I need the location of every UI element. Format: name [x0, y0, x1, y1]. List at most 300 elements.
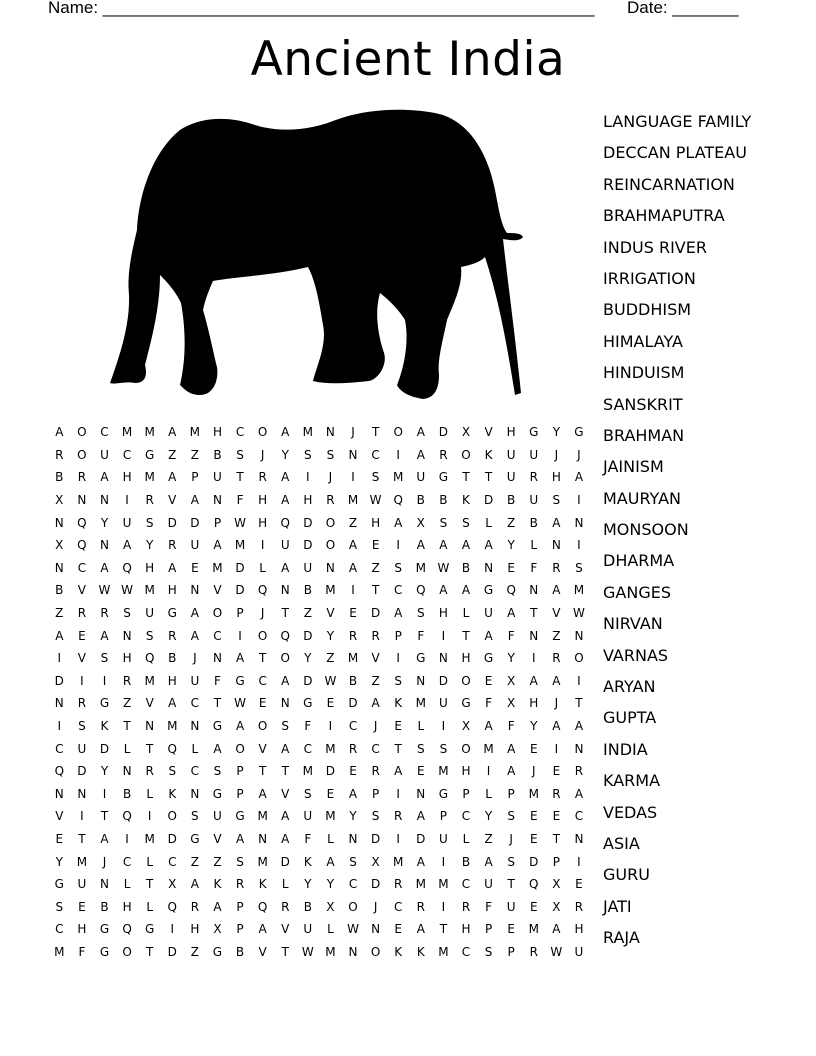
grid-cell: N: [529, 583, 539, 598]
grid-row: [48, 444, 590, 467]
grid-cell: S: [394, 560, 403, 575]
grid-row: [48, 466, 590, 489]
grid-cell: G: [145, 922, 155, 937]
grid-cell: M: [325, 809, 336, 824]
grid-cell: E: [529, 831, 538, 846]
grid-cell: O: [122, 944, 132, 959]
grid-cell: S: [552, 493, 561, 508]
grid-cell: T: [100, 809, 109, 824]
grid-cell: H: [167, 673, 177, 688]
grid-row: [48, 692, 590, 715]
grid-cell: U: [303, 809, 313, 824]
grid-cell: D: [438, 673, 449, 688]
grid-cell: M: [167, 719, 178, 734]
grid-cell: K: [100, 719, 109, 734]
grid-cell: G: [145, 447, 155, 462]
grid-cell: A: [348, 538, 358, 553]
grid-cell: E: [507, 560, 515, 575]
grid-cell: Q: [77, 538, 87, 553]
grid-cell: A: [100, 831, 109, 846]
grid-cell: B: [507, 493, 516, 508]
grid-cell: R: [77, 696, 87, 711]
grid-cell: O: [461, 447, 471, 462]
grid-cell: X: [371, 854, 380, 869]
grid-cell: X: [507, 696, 516, 711]
grid-cell: U: [122, 515, 132, 530]
grid-cell: I: [441, 719, 446, 734]
grid-cell: A: [416, 425, 425, 440]
grid-cell: D: [77, 764, 87, 779]
grid-cell: B: [416, 493, 425, 508]
grid-cell: A: [281, 560, 290, 575]
grid-cell: O: [574, 651, 584, 666]
grid-cell: L: [123, 877, 131, 892]
grid-cell: E: [552, 809, 561, 824]
grid-row: [48, 828, 590, 851]
grid-cell: E: [417, 764, 425, 779]
grid-cell: S: [281, 719, 290, 734]
grid-cell: G: [483, 583, 494, 598]
grid-cell: M: [144, 583, 155, 598]
grid-cell: G: [574, 425, 584, 440]
grid-cell: D: [529, 854, 539, 869]
grid-cell: H: [190, 922, 200, 937]
grid-cell: B: [235, 944, 245, 959]
grid-cell: E: [507, 922, 515, 937]
grid-cell: N: [416, 786, 426, 801]
grid-cell: Y: [326, 628, 335, 643]
grid-cell: Z: [326, 651, 335, 666]
grid-cell: W: [121, 583, 134, 598]
grid-cell: S: [145, 628, 154, 643]
grid-cell: H: [258, 515, 268, 530]
grid-cell: N: [280, 583, 290, 598]
grid-cell: N: [122, 628, 132, 643]
grid-cell: G: [54, 877, 64, 892]
grid-cell: I: [306, 470, 310, 485]
grid-cell: U: [77, 877, 87, 892]
grid-cell: M: [54, 944, 65, 959]
grid-cell: A: [416, 854, 425, 869]
grid-cell: R: [574, 899, 584, 914]
grid-row: [48, 873, 590, 896]
grid-cell: I: [351, 470, 355, 485]
grid-cell: G: [483, 651, 494, 666]
grid-cell: C: [394, 899, 403, 914]
grid-cell: V: [484, 425, 493, 440]
grid-cell: M: [212, 560, 223, 575]
grid-cell: G: [235, 809, 245, 824]
grid-cell: C: [122, 447, 132, 462]
grid-cell: A: [416, 922, 425, 937]
word-bank-item: IRRIGATION: [603, 268, 696, 288]
grid-cell: S: [394, 673, 403, 688]
grid-cell: M: [528, 786, 539, 801]
grid-cell: Y: [100, 764, 109, 779]
grid-row: [48, 850, 590, 873]
grid-cell: T: [258, 651, 267, 666]
word-bank-item: ASIA: [603, 833, 640, 853]
grid-cell: U: [303, 922, 313, 937]
grid-cell: T: [236, 470, 244, 485]
grid-cell: G: [167, 606, 177, 621]
grid-cell: E: [191, 560, 199, 575]
grid-cell: M: [189, 425, 201, 440]
grid-cell: Y: [507, 651, 515, 666]
grid-cell: N: [145, 719, 155, 734]
grid-row: [48, 579, 590, 602]
grid-cell: N: [484, 560, 494, 575]
grid-cell: Y: [552, 425, 561, 440]
grid-cell: G: [212, 944, 223, 959]
grid-cell: A: [484, 854, 493, 869]
grid-cell: I: [577, 538, 581, 553]
grid-cell: H: [574, 922, 584, 937]
grid-cell: E: [349, 606, 357, 621]
grid-cell: A: [416, 538, 425, 553]
grid-cell: N: [438, 651, 448, 666]
grid-cell: W: [98, 583, 111, 598]
grid-cell: S: [371, 809, 380, 824]
grid-cell: A: [416, 809, 425, 824]
grid-cell: A: [100, 470, 109, 485]
grid-cell: M: [415, 696, 426, 711]
grid-cell: T: [462, 470, 470, 485]
grid-cell: N: [574, 515, 584, 530]
grid-cell: N: [551, 538, 561, 553]
grid-row: [48, 602, 590, 625]
grid-cell: G: [303, 696, 313, 711]
grid-cell: M: [302, 425, 313, 440]
grid-cell: Z: [303, 606, 312, 621]
grid-cell: B: [348, 673, 358, 688]
grid-cell: V: [77, 583, 86, 598]
grid-cell: T: [146, 944, 154, 959]
grid-cell: J: [260, 447, 265, 462]
grid-cell: D: [190, 515, 200, 530]
grid-cell: M: [325, 583, 336, 598]
grid-cell: B: [122, 786, 132, 801]
grid-cell: H: [551, 470, 561, 485]
grid-cell: T: [530, 606, 538, 621]
grid-cell: R: [77, 470, 87, 485]
grid-cell: A: [281, 493, 290, 508]
grid-cell: H: [212, 425, 222, 440]
grid-cell: I: [577, 854, 581, 869]
grid-cell: P: [507, 944, 515, 959]
grid-cell: B: [439, 493, 448, 508]
grid-cell: U: [416, 470, 426, 485]
grid-row: [48, 670, 590, 693]
grid-cell: K: [416, 944, 425, 959]
grid-cell: M: [144, 831, 155, 846]
grid-cell: O: [257, 628, 268, 643]
grid-cell: C: [55, 741, 64, 756]
grid-cell: K: [484, 447, 493, 462]
grid-cell: H: [122, 899, 132, 914]
grid-cell: J: [509, 831, 513, 846]
grid-cell: P: [484, 922, 493, 937]
grid-cell: E: [394, 922, 402, 937]
grid-cell: A: [371, 696, 380, 711]
grid-row: [48, 624, 590, 647]
grid-cell: L: [530, 538, 538, 553]
grid-cell: U: [506, 470, 516, 485]
grid-cell: R: [235, 877, 245, 892]
grid-cell: M: [121, 425, 133, 440]
grid-row: [48, 737, 590, 760]
grid-cell: N: [258, 831, 268, 846]
grid-cell: O: [325, 538, 336, 553]
grid-cell: N: [348, 831, 358, 846]
grid-cell: S: [371, 470, 380, 485]
grid-cell: M: [257, 809, 268, 824]
grid-cell: I: [125, 831, 129, 846]
grid-cell: A: [213, 741, 222, 756]
grid-cell: Q: [393, 493, 403, 508]
grid-cell: X: [326, 899, 335, 914]
grid-cell: D: [370, 877, 381, 892]
grid-cell: I: [80, 673, 84, 688]
grid-cell: A: [416, 447, 425, 462]
word-bank-item: INDIA: [603, 739, 648, 759]
grid-cell: K: [394, 944, 403, 959]
grid-cell: P: [462, 786, 470, 801]
grid-cell: O: [348, 899, 358, 914]
grid-cell: D: [303, 538, 313, 553]
grid-cell: Z: [213, 854, 222, 869]
grid-cell: P: [236, 922, 244, 937]
grid-cell: L: [417, 719, 425, 734]
grid-cell: U: [506, 447, 516, 462]
word-bank-item: VARNAS: [603, 645, 669, 665]
grid-cell: G: [416, 651, 426, 666]
grid-cell: A: [168, 560, 177, 575]
grid-cell: R: [55, 447, 64, 462]
grid-cell: I: [351, 583, 355, 598]
grid-cell: V: [371, 651, 380, 666]
grid-cell: D: [325, 764, 336, 779]
grid-cell: I: [396, 447, 400, 462]
grid-cell: E: [394, 719, 402, 734]
grid-cell: B: [303, 583, 312, 598]
grid-cell: R: [439, 447, 448, 462]
grid-cell: H: [438, 606, 448, 621]
grid-cell: T: [281, 764, 289, 779]
grid-cell: R: [529, 470, 538, 485]
grid-cell: N: [54, 696, 64, 711]
grid-cell: Q: [280, 515, 290, 530]
grid-cell: F: [507, 719, 515, 734]
grid-cell: O: [370, 944, 381, 959]
grid-cell: A: [394, 515, 403, 530]
grid-cell: L: [123, 741, 131, 756]
grid-cell: R: [348, 741, 358, 756]
grid-cell: W: [437, 560, 450, 575]
grid-cell: D: [303, 515, 313, 530]
grid-cell: E: [258, 696, 267, 711]
grid-cell: U: [280, 538, 290, 553]
grid-cell: A: [55, 628, 64, 643]
grid-cell: Z: [552, 628, 561, 643]
grid-cell: L: [485, 786, 492, 801]
grid-cell: H: [122, 470, 132, 485]
grid-cell: J: [328, 470, 333, 485]
grid-cell: S: [462, 515, 470, 530]
grid-cell: C: [303, 741, 313, 756]
grid-cell: T: [258, 764, 267, 779]
grid-cell: I: [577, 673, 581, 688]
grid-cell: H: [145, 560, 155, 575]
grid-cell: A: [552, 719, 561, 734]
grid-cell: G: [99, 944, 110, 959]
grid-cell: I: [238, 628, 242, 643]
grid-cell: T: [146, 741, 154, 756]
grid-cell: H: [506, 425, 516, 440]
grid-cell: A: [281, 425, 290, 440]
grid-cell: S: [304, 447, 312, 462]
grid-cell: M: [347, 651, 359, 666]
grid-cell: Z: [190, 447, 199, 462]
word-bank-item: BRAHMAN: [603, 425, 685, 445]
word-bank-item: MAURYAN: [603, 488, 681, 508]
grid-cell: A: [55, 425, 64, 440]
grid-cell: S: [213, 764, 222, 779]
grid-cell: D: [348, 696, 358, 711]
grid-cell: A: [281, 673, 290, 688]
grid-cell: S: [416, 606, 425, 621]
grid-cell: M: [415, 560, 426, 575]
grid-cell: O: [212, 606, 223, 621]
grid-cell: B: [168, 651, 177, 666]
word-bank: [603, 110, 751, 958]
grid-cell: A: [574, 470, 584, 485]
grid-cell: C: [77, 560, 87, 575]
grid-cell: F: [507, 628, 515, 643]
grid-cell: R: [190, 899, 200, 914]
grid-cell: R: [552, 651, 561, 666]
grid-cell: M: [144, 425, 155, 440]
grid-cell: A: [281, 809, 290, 824]
grid-cell: R: [145, 493, 154, 508]
grid-cell: M: [76, 854, 88, 869]
grid-cell: O: [77, 425, 87, 440]
grid-cell: T: [462, 628, 470, 643]
grid-row: [48, 715, 590, 738]
grid-cell: I: [328, 719, 333, 734]
grid-cell: Q: [257, 899, 268, 914]
grid-cell: I: [396, 538, 400, 553]
grid-cell: L: [462, 831, 470, 846]
grid-cell: F: [236, 493, 244, 508]
grid-cell: C: [461, 809, 471, 824]
grid-cell: W: [550, 944, 563, 959]
grid-cell: L: [327, 922, 334, 937]
grid-cell: A: [190, 493, 199, 508]
grid-cell: Z: [168, 447, 177, 462]
grid-cell: A: [439, 538, 448, 553]
grid-cell: N: [99, 877, 109, 892]
grid-cell: H: [122, 651, 132, 666]
grid-cell: F: [485, 899, 493, 914]
grid-cell: N: [122, 764, 132, 779]
grid-cell: E: [529, 741, 538, 756]
word-bank-item: REINCARNATION: [603, 174, 735, 194]
word-bank-item: MONSOON: [603, 520, 689, 540]
grid-cell: S: [55, 899, 64, 914]
grid-cell: Z: [190, 944, 199, 959]
grid-cell: P: [236, 606, 244, 621]
grid-cell: W: [369, 493, 382, 508]
grid-cell: X: [55, 538, 64, 553]
grid-cell: V: [258, 741, 267, 756]
grid-cell: N: [190, 719, 200, 734]
grid-cell: U: [506, 899, 516, 914]
grid-cell: N: [212, 493, 222, 508]
grid-cell: X: [213, 922, 222, 937]
grid-cell: H: [461, 651, 471, 666]
grid-cell: S: [349, 854, 357, 869]
grid-cell: U: [303, 560, 313, 575]
grid-cell: S: [416, 741, 425, 756]
grid-cell: Q: [167, 741, 177, 756]
grid-cell: B: [55, 583, 64, 598]
grid-cell: Z: [190, 854, 199, 869]
word-bank-item: HIMALAYA: [603, 331, 683, 351]
grid-cell: D: [167, 944, 177, 959]
grid-cell: N: [325, 560, 335, 575]
grid-row: [48, 647, 590, 670]
grid-cell: F: [214, 673, 221, 688]
grid-cell: Y: [507, 538, 515, 553]
grid-cell: L: [259, 560, 266, 575]
grid-cell: Q: [122, 809, 132, 824]
grid-cell: E: [575, 877, 583, 892]
grid-row: [48, 421, 590, 444]
grid-cell: C: [574, 809, 584, 824]
grid-cell: B: [55, 470, 64, 485]
grid-cell: I: [260, 538, 265, 553]
grid-cell: U: [77, 741, 87, 756]
grid-cell: G: [190, 831, 200, 846]
grid-cell: D: [483, 493, 494, 508]
grid-cell: O: [257, 425, 268, 440]
grid-cell: A: [235, 651, 245, 666]
page-title: Ancient India: [250, 32, 566, 87]
grid-cell: M: [483, 741, 494, 756]
grid-cell: R: [122, 673, 132, 688]
date-field-label: Date: _______: [627, 0, 739, 17]
grid-cell: I: [554, 741, 559, 756]
grid-cell: R: [281, 899, 290, 914]
grid-cell: G: [438, 786, 449, 801]
grid-cell: T: [552, 831, 561, 846]
grid-cell: K: [462, 493, 470, 508]
grid-cell: U: [529, 493, 539, 508]
grid-row: [48, 783, 590, 806]
grid-cell: N: [99, 538, 109, 553]
grid-cell: R: [394, 809, 403, 824]
grid-cell: H: [461, 764, 471, 779]
grid-row: [48, 489, 590, 512]
grid-cell: D: [99, 741, 110, 756]
grid-cell: Q: [257, 583, 268, 598]
grid-cell: W: [324, 673, 337, 688]
grid-cell: O: [77, 447, 87, 462]
grid-cell: R: [574, 764, 584, 779]
grid-cell: I: [170, 922, 175, 937]
grid-cell: B: [213, 447, 222, 462]
